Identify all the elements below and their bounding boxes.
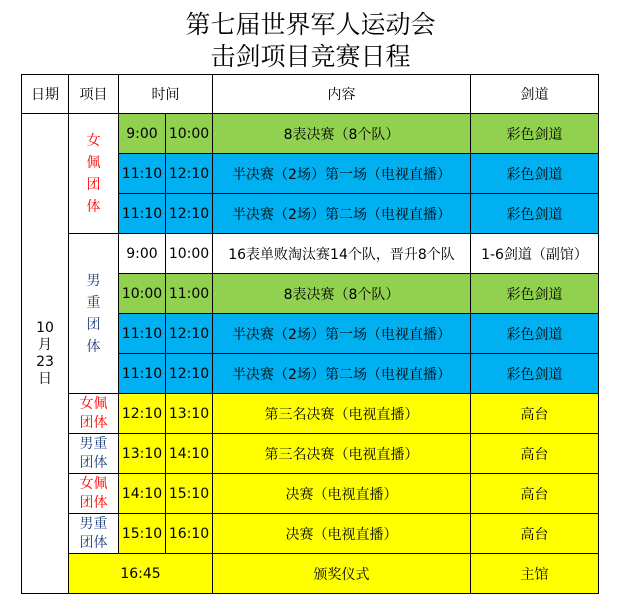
event-women-sabre-team — [69, 394, 119, 434]
end-time: 15:10 — [166, 474, 213, 514]
start-time: 11:10 — [119, 154, 166, 194]
event-char: 佩 — [86, 154, 101, 171]
event-char: 女 — [86, 132, 101, 149]
date-part: 10 — [36, 319, 54, 336]
end-time: 10:00 — [166, 234, 213, 274]
ceremony-content: 颁奖仪式 — [213, 554, 471, 594]
event-men-epee-team — [69, 234, 119, 394]
event-line: 团体 — [79, 494, 108, 511]
event-men-epee-team — [69, 514, 119, 554]
event-line: 团体 — [79, 454, 108, 471]
end-time: 12:10 — [166, 354, 213, 394]
table-row — [22, 514, 599, 554]
schedule-table — [21, 74, 599, 594]
header-venue: 剑道 — [471, 75, 599, 114]
end-time: 16:10 — [166, 514, 213, 554]
end-time: 11:00 — [166, 274, 213, 314]
event-char: 团 — [86, 176, 101, 193]
ceremony-time: 16:45 — [69, 554, 213, 594]
event-line: 女佩 — [79, 475, 108, 492]
venue-cell: 高台 — [471, 474, 599, 514]
content-cell: 半决赛（2场）第一场（电视直播） — [213, 314, 471, 354]
start-time: 13:10 — [119, 434, 166, 474]
event-char: 重 — [86, 294, 101, 311]
end-time: 12:10 — [166, 154, 213, 194]
venue-cell: 彩色剑道 — [471, 194, 599, 234]
date-part: 23 — [36, 353, 54, 370]
start-time: 14:10 — [119, 474, 166, 514]
start-time: 12:10 — [119, 394, 166, 434]
event-line: 团体 — [79, 534, 108, 551]
table-row — [22, 234, 599, 274]
table-row — [22, 114, 599, 154]
venue-cell: 高台 — [471, 434, 599, 474]
venue-cell: 彩色剑道 — [471, 274, 599, 314]
title-line-1: 第七届世界军人运动会 — [185, 10, 436, 39]
table-row — [22, 434, 599, 474]
header-date: 日期 — [22, 75, 69, 114]
ceremony-row — [22, 554, 599, 594]
content-cell: 16表单败淘汰赛14个队，晋升8个队 — [213, 234, 471, 274]
end-time: 12:10 — [166, 314, 213, 354]
venue-cell: 彩色剑道 — [471, 314, 599, 354]
header-time: 时间 — [119, 75, 213, 114]
start-time: 11:10 — [119, 194, 166, 234]
end-time: 12:10 — [166, 194, 213, 234]
date-cell — [22, 114, 69, 594]
content-cell: 8表决赛（8个队） — [213, 114, 471, 154]
ceremony-venue: 主馆 — [471, 554, 599, 594]
event-women-sabre-team — [69, 474, 119, 514]
start-time: 15:10 — [119, 514, 166, 554]
event-line: 男重 — [79, 515, 108, 532]
venue-cell: 彩色剑道 — [471, 154, 599, 194]
event-char: 体 — [86, 198, 101, 215]
end-time: 13:10 — [166, 394, 213, 434]
event-women-sabre-team — [69, 114, 119, 234]
date-part: 月 — [38, 336, 52, 353]
venue-cell: 高台 — [471, 394, 599, 434]
content-cell: 第三名决赛（电视直播） — [213, 434, 471, 474]
table-row — [22, 474, 599, 514]
event-line: 女佩 — [79, 395, 108, 412]
venue-cell: 1-6剑道（副馆） — [471, 234, 599, 274]
event-line: 团体 — [79, 414, 108, 431]
content-cell: 半决赛（2场）第二场（电视直播） — [213, 354, 471, 394]
venue-cell: 高台 — [471, 514, 599, 554]
table-row — [22, 394, 599, 434]
content-cell: 8表决赛（8个队） — [213, 274, 471, 314]
event-char: 男 — [86, 272, 101, 289]
date-part: 日 — [38, 370, 52, 387]
event-char: 团 — [86, 316, 101, 333]
title-line-2: 击剑项目竞赛日程 — [210, 42, 411, 71]
content-cell: 半决赛（2场）第一场（电视直播） — [213, 154, 471, 194]
content-cell: 半决赛（2场）第二场（电视直播） — [213, 194, 471, 234]
content-cell: 决赛（电视直播） — [213, 474, 471, 514]
start-time: 10:00 — [119, 274, 166, 314]
start-time: 11:10 — [119, 314, 166, 354]
event-char: 体 — [86, 338, 101, 355]
end-time: 14:10 — [166, 434, 213, 474]
content-cell: 决赛（电视直播） — [213, 514, 471, 554]
venue-cell: 彩色剑道 — [471, 354, 599, 394]
header-row — [22, 75, 599, 114]
header-event: 项目 — [69, 75, 119, 114]
event-men-epee-team — [69, 434, 119, 474]
header-content: 内容 — [213, 75, 471, 114]
end-time: 10:00 — [166, 114, 213, 154]
start-time: 9:00 — [119, 114, 166, 154]
start-time: 9:00 — [119, 234, 166, 274]
venue-cell: 彩色剑道 — [471, 114, 599, 154]
event-line: 男重 — [79, 435, 108, 452]
content-cell: 第三名决赛（电视直播） — [213, 394, 471, 434]
start-time: 11:10 — [119, 354, 166, 394]
